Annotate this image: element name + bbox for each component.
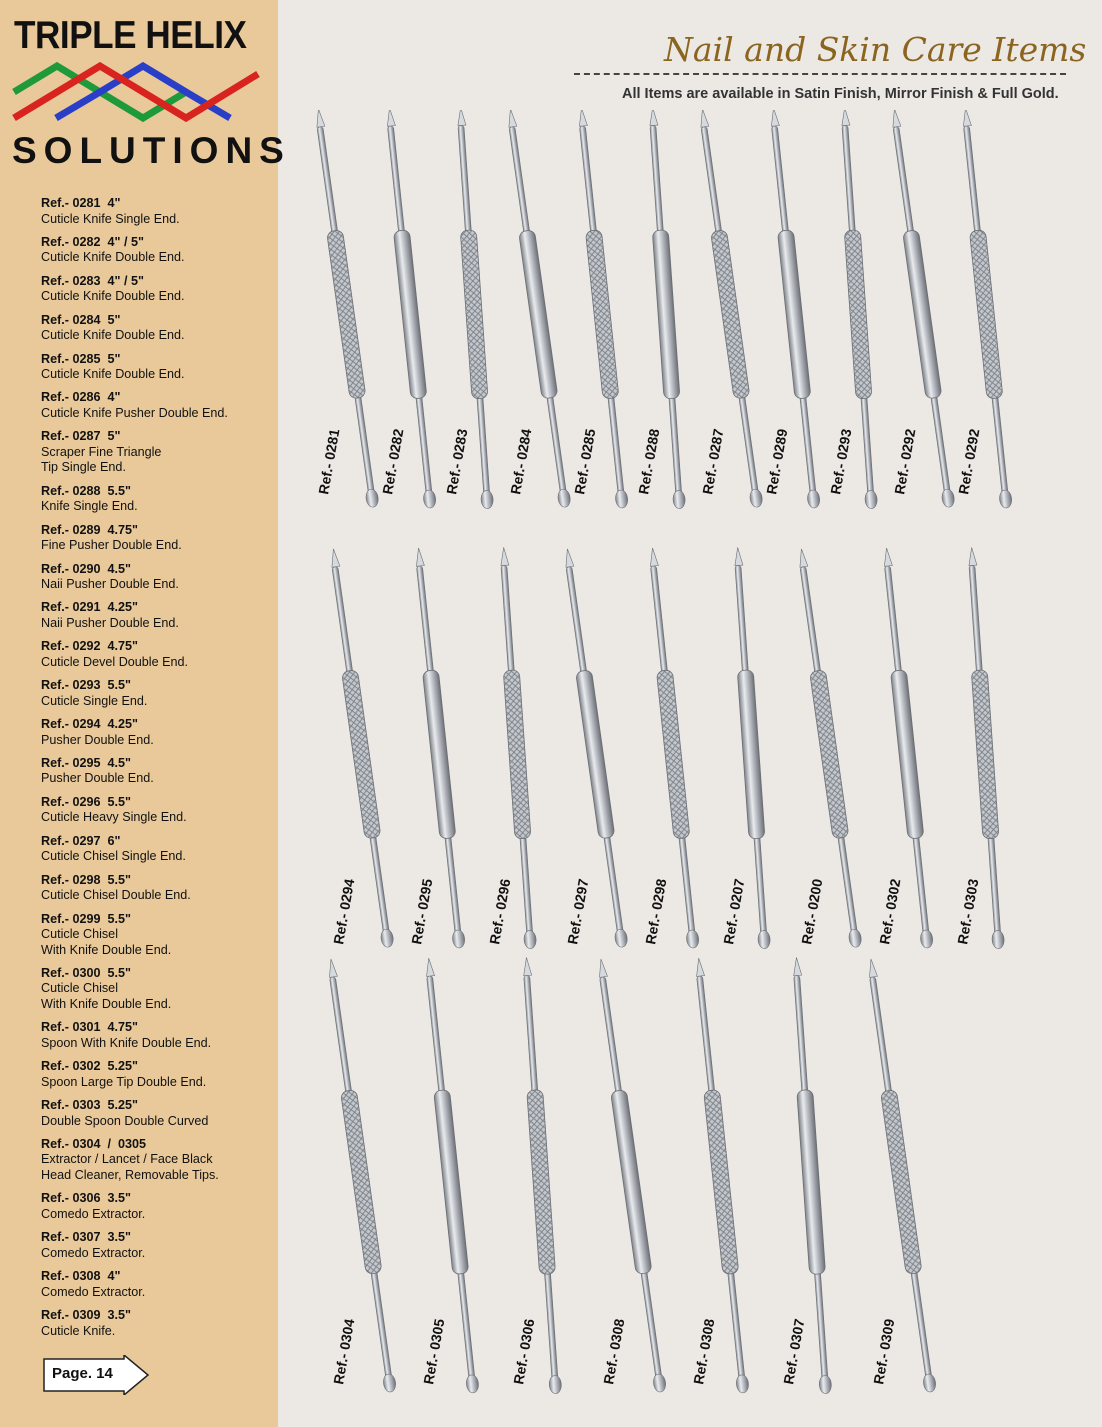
- instrument-handle: [810, 670, 849, 839]
- reference-item: [41, 235, 271, 266]
- instrument-label: Ref.- 0283: [443, 427, 471, 496]
- reference-description: Cuticle Knife Pusher Double End.: [41, 405, 228, 420]
- instrument-label: Ref.- 0207: [720, 877, 748, 946]
- instrument-end: [999, 489, 1013, 508]
- page-title: Nail and Skin Care Items: [664, 30, 1087, 69]
- reference-item: [41, 912, 271, 959]
- instrument-handle: [969, 230, 1003, 399]
- instrument-tip: [563, 548, 573, 567]
- instrument-label: Ref.- 0305: [420, 1317, 448, 1386]
- instrument-end: [757, 930, 770, 949]
- sidebar: [0, 0, 291, 1427]
- instrument-label: Ref.- 0297: [564, 877, 592, 946]
- instrument-label: Ref.- 0298: [642, 877, 670, 946]
- instrument: [309, 110, 381, 508]
- instrument-tip: [506, 110, 516, 127]
- instrument-handle: [393, 230, 427, 399]
- reference-item: [41, 1191, 271, 1222]
- reference-item: [41, 313, 271, 344]
- reference-description: Cuticle Knife Single End.: [41, 211, 180, 226]
- reference-code: Ref.- 0308 4": [41, 1269, 121, 1284]
- reference-code: Ref.- 0282 4" / 5": [41, 234, 144, 249]
- instrument-tip: [867, 958, 877, 977]
- instrument-tip: [792, 957, 801, 976]
- instrument-tip: [457, 110, 466, 126]
- reference-item: [41, 795, 271, 826]
- reference-code: Ref.- 0295 4.5": [41, 755, 131, 770]
- reference-code: Ref.- 0292 4.75": [41, 639, 138, 654]
- reference-description: Pusher Double End.: [41, 732, 154, 747]
- instrument-label: Ref.- 0306: [510, 1317, 538, 1386]
- instrument-label: Ref.- 0304: [330, 1317, 358, 1386]
- reference-description: Spoon Large Tip Double End.: [41, 1074, 207, 1089]
- instrument-end: [920, 929, 934, 948]
- instrument-handle: [711, 230, 750, 399]
- instrument-tip: [522, 957, 531, 976]
- instrument-gallery: [280, 110, 1102, 1420]
- instrument-label: Ref.- 0293: [827, 427, 855, 496]
- instrument-label: Ref.- 0285: [571, 427, 599, 496]
- reference-code: Ref.- 0300 5.5": [41, 965, 131, 980]
- reference-code: Ref.- 0293 5.5": [41, 678, 131, 693]
- reference-description: Comedo Extractor.: [41, 1284, 146, 1299]
- reference-description: Cuticle Chisel Single End.: [41, 849, 186, 864]
- instrument-end: [991, 930, 1004, 949]
- reference-description: Naii Pusher Double End.: [41, 577, 179, 592]
- instrument-label: Ref.- 0292: [891, 427, 919, 496]
- reference-description: Cuticle Knife Double End.: [41, 328, 185, 343]
- instrument-handle: [652, 230, 680, 399]
- instrument-label: Ref.- 0307: [780, 1317, 808, 1386]
- instrument-tip: [883, 548, 893, 567]
- reference-code: Ref.- 0303 5.25": [41, 1098, 138, 1113]
- reference-item: [41, 390, 271, 421]
- instrument-handle: [611, 1090, 653, 1275]
- instrument-end: [614, 928, 628, 947]
- instrument-handle: [903, 230, 942, 399]
- instrument-tip: [578, 110, 588, 126]
- instrument-label: Ref.- 0281: [315, 427, 343, 496]
- reference-description: Double Spoon Double Curved: [41, 1113, 209, 1128]
- brand-logo: [12, 12, 291, 172]
- page-subtitle: All Items are available in Satin Finish, Mirror Finish & Full Gold.: [622, 86, 1059, 102]
- instrument-handle: [519, 230, 558, 399]
- instrument-tip: [962, 110, 972, 126]
- instrument-tip: [500, 547, 509, 566]
- reference-item: [41, 1020, 271, 1051]
- instrument-handle: [503, 670, 531, 839]
- reference-item: [41, 717, 271, 748]
- instrument-end: [423, 489, 437, 508]
- instrument-handle: [881, 1090, 923, 1275]
- instrument-handle: [576, 670, 615, 839]
- reference-code: Ref.- 0290 4.5": [41, 561, 131, 576]
- reference-description: Comedo Extractor.: [41, 1206, 146, 1221]
- reference-item: [41, 562, 271, 593]
- instrument-tip: [698, 110, 708, 127]
- instrument: [592, 958, 669, 1393]
- instrument: [885, 110, 957, 508]
- page-number: Page. 14: [52, 1365, 113, 1382]
- reference-item: [41, 1098, 271, 1129]
- instrument-end: [466, 1374, 480, 1393]
- instrument-end: [365, 488, 379, 507]
- reference-item: [41, 1137, 271, 1184]
- reference-code: Ref.- 0296 5.5": [41, 794, 131, 809]
- instrument-tip: [327, 958, 337, 977]
- instrument-end: [615, 489, 629, 508]
- instrument-tip: [695, 958, 705, 977]
- instrument-handle: [971, 670, 999, 839]
- instrument-label: Ref.- 0308: [690, 1317, 718, 1386]
- instrument-tip: [649, 548, 659, 567]
- reference-item: [41, 1059, 271, 1090]
- reference-item: [41, 678, 271, 709]
- instrument-tip: [425, 958, 435, 977]
- instrument-tip: [734, 547, 743, 566]
- instrument-label: Ref.- 0289: [763, 427, 791, 496]
- reference-code: Ref.- 0301 4.75": [41, 1020, 138, 1035]
- instrument-end: [452, 929, 466, 948]
- reference-description: Cuticle Knife.: [41, 1323, 116, 1338]
- reference-code: Ref.- 0284 5": [41, 312, 121, 327]
- instrument-end: [922, 1373, 936, 1392]
- reference-description: Comedo Extractor.: [41, 1245, 146, 1260]
- instrument-handle: [656, 670, 690, 839]
- reference-description: Cuticle Knife Double End.: [41, 367, 185, 382]
- instrument-end: [523, 930, 536, 949]
- reference-description: Cuticle Knife Double End.: [41, 250, 185, 265]
- instrument-handle: [422, 670, 456, 839]
- instrument-end: [807, 489, 821, 508]
- instrument: [792, 548, 864, 948]
- instrument-label: Ref.- 0288: [635, 427, 663, 496]
- instrument-handle: [777, 230, 811, 399]
- helix-wave-icon: [12, 62, 262, 128]
- reference-item: [41, 639, 271, 670]
- instrument-handle: [327, 230, 366, 399]
- instrument: [862, 958, 939, 1393]
- reference-description: Naii Pusher Double End.: [41, 615, 179, 630]
- instrument-handle: [460, 230, 488, 399]
- title-divider: [574, 73, 1066, 75]
- instrument-label: Ref.- 0296: [486, 877, 514, 946]
- instrument-handle: [737, 670, 765, 839]
- instrument-label: Ref.- 0282: [379, 427, 407, 496]
- instrument-label: Ref.- 0303: [954, 877, 982, 946]
- reference-code: Ref.- 0285 5": [41, 351, 121, 366]
- reference-code: Ref.- 0307 3.5": [41, 1230, 131, 1245]
- instrument-handle: [342, 670, 381, 839]
- reference-item: [41, 756, 271, 787]
- reference-item: [41, 352, 271, 383]
- reference-item: [41, 429, 271, 476]
- instrument-tip: [329, 548, 339, 567]
- reference-code: Ref.- 0297 6": [41, 833, 121, 848]
- reference-description: Cuticle Chisel With Knife Double End.: [41, 981, 172, 1011]
- reference-item: [41, 1230, 271, 1261]
- instrument-label: Ref.- 0292: [955, 427, 983, 496]
- instrument-handle: [527, 1089, 556, 1274]
- instrument-end: [819, 1375, 832, 1394]
- instrument-tip: [968, 547, 977, 566]
- brand-name-top: TRIPLE HELIX: [14, 14, 247, 57]
- instrument-label: Ref.- 0295: [408, 877, 436, 946]
- reference-code: Ref.- 0309 3.5": [41, 1308, 131, 1323]
- instrument-end: [848, 928, 862, 947]
- reference-code: Ref.- 0289 4.75": [41, 522, 138, 537]
- instrument-end: [941, 488, 955, 507]
- reference-item: [41, 1269, 271, 1300]
- instrument-end: [380, 928, 394, 947]
- instrument-handle: [890, 670, 924, 839]
- reference-code: Ref.- 0287 5": [41, 429, 121, 444]
- instrument-handle: [341, 1090, 383, 1275]
- instrument-label: Ref.- 0287: [699, 427, 727, 496]
- instrument-tip: [797, 548, 807, 567]
- instrument-label: Ref.- 0309: [870, 1317, 898, 1386]
- instrument-tip: [770, 110, 780, 126]
- reference-description: Pusher Double End.: [41, 771, 154, 786]
- instrument-label: Ref.- 0294: [330, 877, 358, 946]
- reference-code: Ref.- 0291 4.25": [41, 600, 138, 615]
- reference-item: [41, 873, 271, 904]
- reference-description: Cuticle Devel Double End.: [41, 654, 189, 669]
- instrument-end: [686, 929, 700, 948]
- reference-code: Ref.- 0281 4": [41, 196, 121, 210]
- instrument-end: [480, 490, 493, 509]
- instrument-end: [672, 490, 685, 509]
- reference-code: Ref.- 0306 3.5": [41, 1191, 131, 1206]
- instrument: [693, 110, 765, 508]
- brand-name-bottom: SOLUTIONS: [12, 130, 291, 171]
- instrument-label: Ref.- 0200: [798, 877, 826, 946]
- instrument: [501, 110, 573, 508]
- reference-description: Cuticle Knife Double End.: [41, 289, 185, 304]
- reference-item: [41, 523, 271, 554]
- instrument-handle: [434, 1089, 469, 1274]
- instrument-tip: [890, 110, 900, 127]
- instrument-label: Ref.- 0308: [600, 1317, 628, 1386]
- instrument: [324, 548, 396, 948]
- reference-description: Fine Pusher Double End.: [41, 538, 182, 553]
- reference-description: Cuticle Heavy Single End.: [41, 810, 187, 825]
- instrument-handle: [844, 230, 872, 399]
- reference-description: Spoon With Knife Double End.: [41, 1035, 212, 1050]
- reference-code: Ref.- 0286 4": [41, 390, 121, 405]
- instrument-tip: [649, 110, 658, 126]
- instrument: [322, 958, 399, 1393]
- instrument-end: [557, 488, 571, 507]
- instrument-label: Ref.- 0302: [876, 877, 904, 946]
- reference-item: [41, 834, 271, 865]
- instrument-end: [382, 1373, 396, 1392]
- reference-description: Cuticle Single End.: [41, 693, 148, 708]
- instrument-tip: [597, 958, 607, 977]
- instrument-end: [749, 488, 763, 507]
- reference-item: [41, 966, 271, 1013]
- instrument-end: [864, 490, 877, 509]
- reference-code: Ref.- 0288 5.5": [41, 483, 131, 498]
- reference-code: Ref.- 0302 5.25": [41, 1059, 138, 1074]
- reference-code: Ref.- 0298 5.5": [41, 872, 131, 887]
- instrument-label: Ref.- 0284: [507, 427, 535, 496]
- instrument-end: [549, 1375, 562, 1394]
- reference-description: Cuticle Chisel Double End.: [41, 888, 191, 903]
- instrument-end: [652, 1373, 666, 1392]
- reference-description: Knife Single End.: [41, 499, 138, 514]
- reference-item: [41, 484, 271, 515]
- instrument-tip: [415, 548, 425, 567]
- instrument-tip: [841, 110, 850, 126]
- reference-description: Extractor / Lancet / Face Black Head Cleaner, Removable Tips.: [41, 1152, 219, 1182]
- reference-description: Scraper Fine Triangle Tip Single End.: [41, 444, 162, 475]
- instrument-handle: [704, 1089, 739, 1274]
- instrument-end: [736, 1374, 750, 1393]
- reference-item: [41, 274, 271, 305]
- instrument: [558, 548, 630, 948]
- reference-list: [41, 196, 271, 1347]
- instrument-tip: [314, 110, 324, 127]
- reference-item: [41, 196, 271, 227]
- reference-code: Ref.- 0294 4.25": [41, 717, 138, 732]
- reference-description: Cuticle Chisel With Knife Double End.: [41, 927, 172, 957]
- reference-code: Ref.- 0304 / 0305: [41, 1136, 147, 1151]
- reference-item: [41, 600, 271, 631]
- reference-code: Ref.- 0283 4" / 5": [41, 273, 144, 288]
- instrument-handle: [797, 1089, 826, 1274]
- reference-code: Ref.- 0299 5.5": [41, 911, 131, 926]
- reference-item: [41, 1308, 271, 1339]
- instrument-handle: [585, 230, 619, 399]
- instrument-tip: [386, 110, 396, 126]
